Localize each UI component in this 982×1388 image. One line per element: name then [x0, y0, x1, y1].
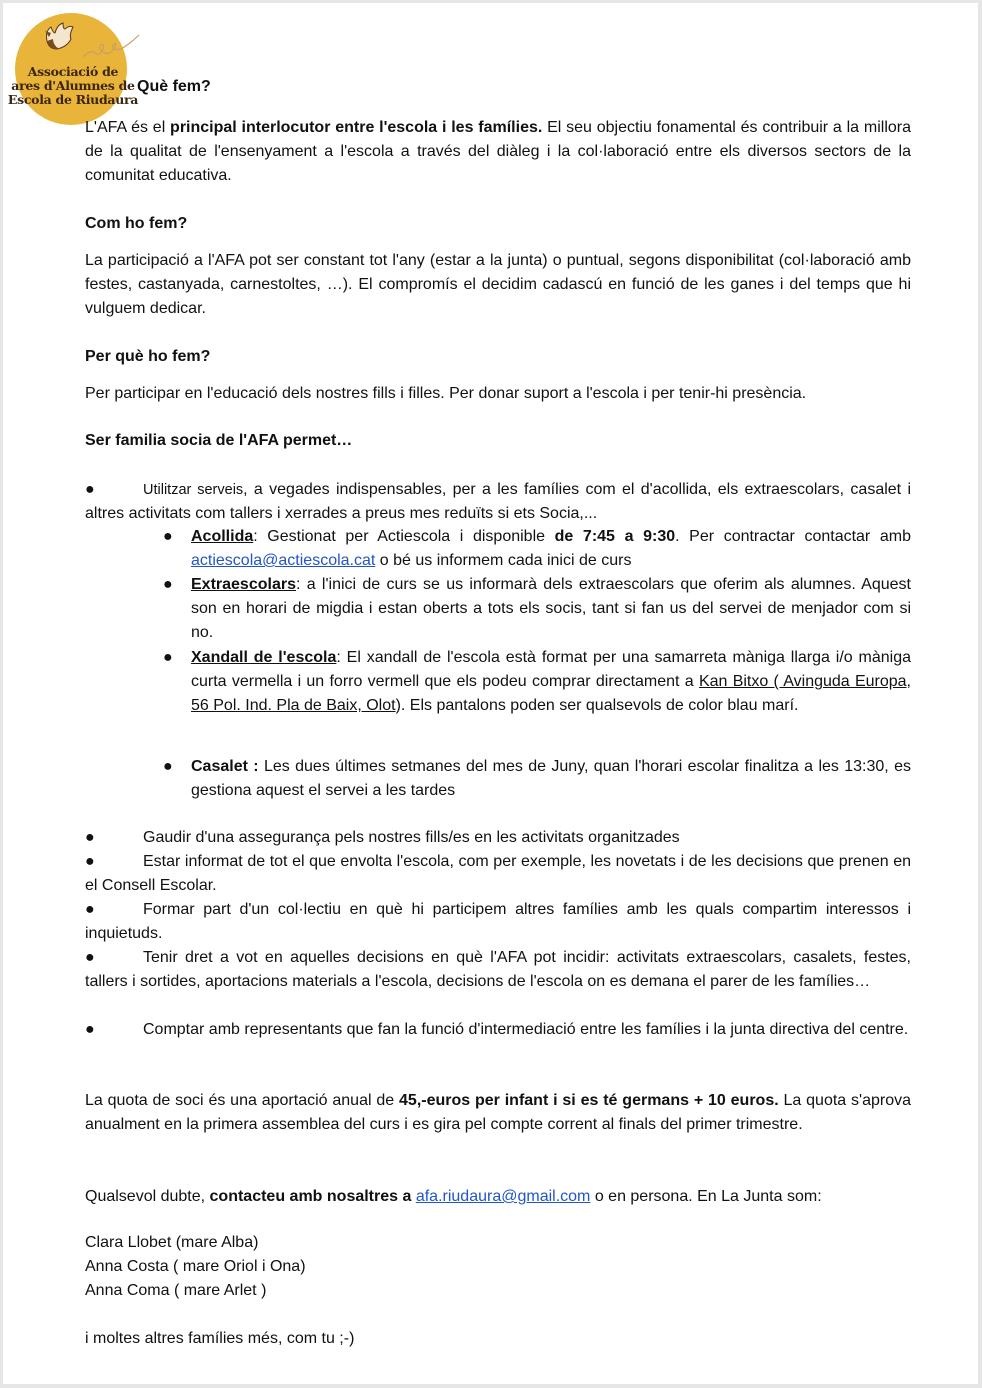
bullet-icon: ●: [85, 829, 95, 846]
benefit-item: [85, 1018, 911, 1042]
text: : a l'inici de curs se us informarà dels extraescolars que oferim als alumnes. Aquest son en horari de migdia i estan oberts a tots els socis, tant si fan us del servei de menjador com si no.: [191, 576, 911, 641]
benefit-item-serveis: [85, 478, 911, 526]
junta-member: Anna Coma ( mare Arlet ): [85, 1282, 267, 1299]
text: Les dues últimes setmanes del mes de Juny, quan l'horari escolar finalitza a les 13:30, es gestiona aquest el servei a les tardes: [191, 758, 911, 799]
logo-text: [3, 65, 143, 107]
closing-text: i moltes altres famílies més, com tu ;-): [85, 1330, 355, 1347]
text: : Gestionat per Actiescola i disponible: [253, 528, 555, 545]
text: Comptar amb representants que fan la funció d'intermediació entre les famílies i la junta directiva del centre.: [143, 1021, 909, 1038]
junta-member: Anna Costa ( mare Oriol i Ona): [85, 1258, 306, 1275]
bold-text: de 7:45 a 9:30: [554, 528, 676, 545]
benefit-item: [85, 850, 911, 898]
bold-text: contacteu amb nosaltres a: [209, 1188, 412, 1205]
bullet-icon: ●: [163, 576, 173, 593]
text: Qualsevol dubte,: [85, 1188, 210, 1205]
text: Gaudir d'una assegurança pels nostres fills/es en les activitats organitzades: [143, 829, 680, 846]
subitem-xandall: [159, 646, 911, 718]
paragraph-contacte: [85, 1185, 911, 1209]
bullet-icon: ●: [163, 528, 173, 545]
text: o en persona. En La Junta som:: [590, 1188, 822, 1205]
paragraph-per-que: Per participar en l'educació dels nostres fills i filles. Per donar suport a l'escola i per tenir-hi presència.: [85, 385, 807, 402]
bold-text: 45,-euros per infant i si es té germans + 10 euros.: [399, 1092, 779, 1109]
text: : El xandall de l'escola està format per una samarreta màniga llarga i/o màniga curta vermella i un forro vermell que els podeu comprar directament a: [191, 649, 912, 690]
bullet-icon: ●: [85, 901, 95, 918]
text: Estar informat de tot el que envolta l'escola, com per exemple, les novetats i de les decisions que prenen en el Consell Escolar.: [85, 853, 911, 894]
afa-email-link[interactable]: afa.riudaura@gmail.com: [415, 1188, 591, 1205]
benefit-item: [85, 946, 911, 994]
junta-member: Clara Llobet (mare Alba): [85, 1234, 259, 1251]
afa-logo: [3, 13, 143, 128]
text: La quota s'aprova anualment en la primera assemblea del curs i es gira pel compte corrent al finals del primer trimestre.: [85, 1092, 912, 1133]
kan-bitxo-link[interactable]: Kan Bitxo ( Avinguda Europa, 56 Pol. Ind. Pla de Baix, Olot: [191, 673, 912, 714]
logo-line-2: ares d'Alumnes de: [11, 78, 135, 93]
text: o bé us informem cada inici de curs: [375, 552, 632, 569]
logo-line-3: Escola de Riudaura: [7, 92, 139, 107]
text: , a vegades indispensables, per a les famílies com el d'acollida, els extraescolars, casalet i altres activitats com tallers i xerrades a preus mes reduïts si ets Socia,...: [85, 481, 911, 522]
heading-que-fem: Què fem?: [137, 78, 211, 95]
bullet-icon: ●: [85, 1021, 95, 1038]
bold-text: principal interlocutor entre l'escola i les famílies.: [170, 119, 543, 136]
subitem-title: Xandall de l'escola: [191, 649, 337, 666]
subitem-acollida: [159, 525, 911, 573]
bullet-icon: ●: [85, 481, 95, 498]
bullet-icon: ●: [163, 758, 173, 775]
paragraph-quota: [85, 1089, 911, 1137]
subitem-title: Extraescolars: [191, 576, 296, 593]
heading-per-que: Per què ho fem?: [85, 348, 211, 365]
text: El seu objectiu fonamental és contribuir a la millora de la qualitat de l'ensenyament a l'escola a través del diàleg i la col·laboració entre els diversos sectors de la comunitat educativa.: [85, 119, 911, 184]
text: Utilitzar serveis: [143, 482, 244, 498]
bird-icon: [41, 21, 75, 55]
text: L'AFA és el: [85, 119, 171, 136]
heading-permet: Ser familia socia de l'AFA permet…: [85, 432, 353, 449]
bullet-icon: ●: [85, 949, 95, 966]
benefit-item: [85, 898, 911, 946]
subitem-title: Acollida: [191, 528, 254, 545]
subitem-extraescolars: [159, 573, 911, 645]
paragraph-que-fem: [85, 116, 911, 188]
junta-list: [85, 1231, 911, 1303]
logo-line-1: Associació de: [27, 64, 119, 79]
text: ). Els pantalons poden ser qualsevols de color blau marí.: [395, 697, 799, 714]
text: . Per contractar contactar amb: [675, 528, 911, 545]
benefit-item: [85, 826, 911, 850]
subitem-casalet: [159, 755, 911, 803]
text: Formar part d'un col·lectiu en què hi participem altres famílies amb les quals compartim interessos i inquietuds.: [85, 901, 911, 942]
actiescola-email-link[interactable]: actiescola@actiescola.cat: [191, 552, 376, 569]
bullet-icon: ●: [85, 853, 95, 870]
subitem-title: Casalet :: [191, 758, 259, 775]
paragraph-com-ho-fem: La participació a l'AFA pot ser constant tot l'any (estar a la junta) o puntual, segons disponibilitat (col·laboració amb festes, castanyada, carnestoltes, …). El compromís el decidim cadascú en funció de les ganes i del temps que hi vulguem dedicar.: [85, 252, 911, 317]
text: Tenir dret a vot en aquelles decisions en què l'AFA pot incidir: activitats extraescolars, casalets, festes, tallers i sortides, aportacions materials a l'escola, decisions de l'escola on es demana el parer de les famílies…: [85, 949, 911, 990]
heading-com-ho-fem: Com ho fem?: [85, 215, 188, 232]
document-page: [3, 3, 978, 1384]
bullet-icon: ●: [163, 649, 173, 666]
text: La quota de soci és una aportació anual de: [85, 1092, 400, 1109]
swirl-decoration-icon: [81, 31, 141, 61]
